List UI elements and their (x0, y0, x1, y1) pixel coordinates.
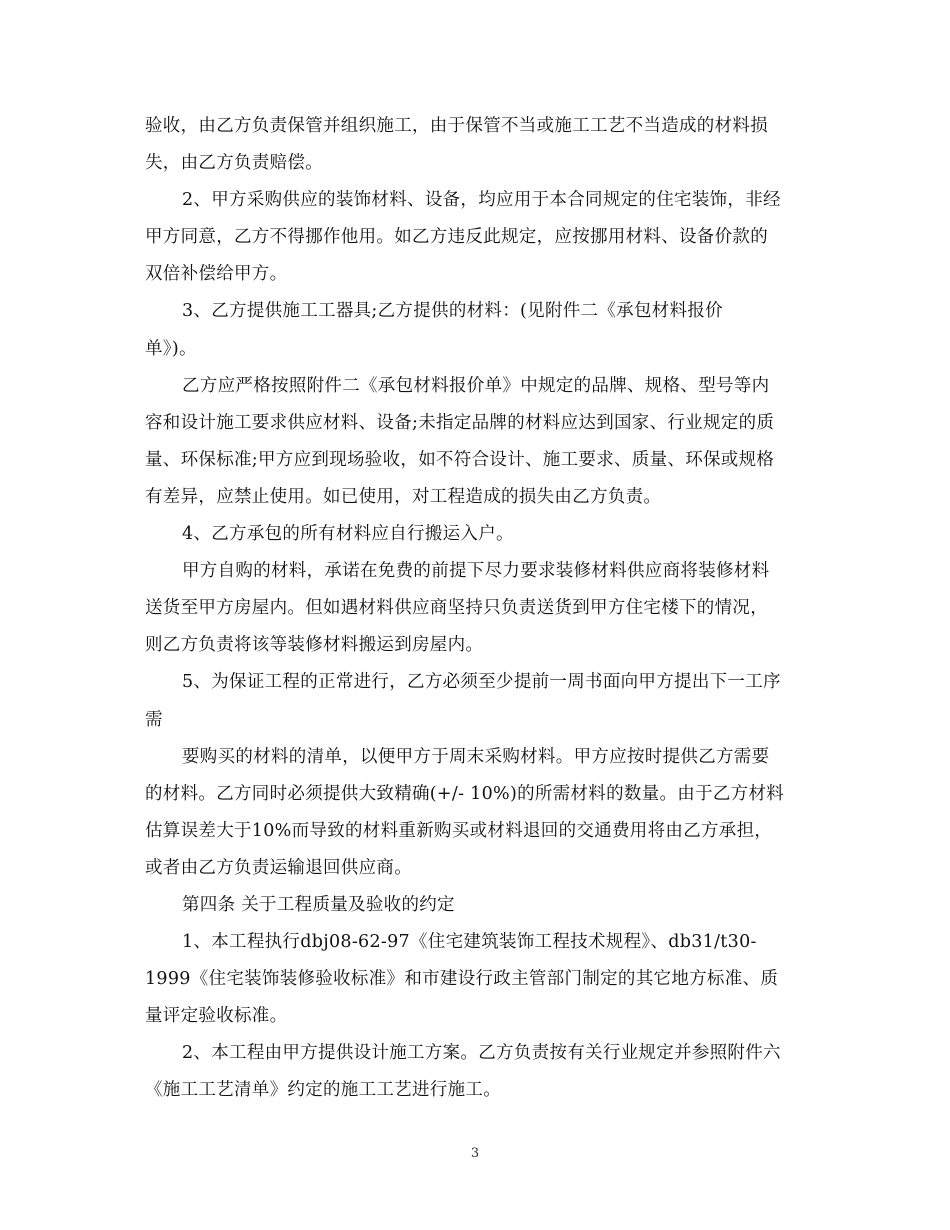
text-line: 5、为保证工程的正常进行，乙方必须至少提前一周书面向甲方提出下一工序 (182, 672, 781, 693)
document-body (145, 108, 825, 1110)
text-line: 2、甲方采购供应的装饰材料、设备，均应用于本合同规定的住宅装饰，非经 (182, 190, 781, 211)
text-line: 需 (145, 709, 163, 730)
text-line: 甲方自购的材料，承诺在免费的前提下尽力要求装修材料供应商将装修材料 (182, 561, 770, 582)
section-heading: 第四条 关于工程质量及验收的约定 (182, 894, 455, 915)
text-line: 或者由乙方负责运输退回供应商。 (145, 857, 412, 878)
text-line: 2、本工程由甲方提供设计施工方案。乙方负责按有关行业规定并参照附件六 (182, 1043, 781, 1064)
text-line: 验收，由乙方负责保管并组织施工，由于保管不当或施工工艺不当造成的材料损 (145, 116, 768, 136)
text-line: 甲方同意，乙方不得挪作他用。如乙方违反此规定，应按挪用材料、设备价款的 (145, 227, 768, 248)
text-line: 单》)。 (145, 338, 197, 359)
text-line: 量评定验收标准。 (145, 1006, 288, 1027)
text-line: 容和设计施工要求供应材料、设备;未指定品牌的材料应达到国家、行业规定的质 (145, 412, 775, 433)
text-line: 失，由乙方负责赔偿。 (145, 153, 323, 174)
text-line: 4、乙方承包的所有材料应自行搬运入户。 (182, 524, 514, 545)
text-line: 要购买的材料的清单，以便甲方于周末采购材料。甲方应按时提供乙方需要 (182, 746, 770, 767)
text-line: 估算误差大于10%而导致的材料重新购买或材料退回的交通费用将由乙方承担， (145, 820, 773, 841)
text-line: 乙方应严格按照附件二《承包材料报价单》中规定的品牌、规格、型号等内 (182, 375, 770, 396)
text-line: 有差异，应禁止使用。如已使用，对工程造成的损失由乙方负责。 (145, 486, 662, 507)
text-line: 送货至甲方房屋内。但如遇材料供应商坚持只负责送货到甲方住宅楼下的情况， (145, 598, 768, 619)
page-number: 3 (470, 1146, 480, 1161)
text-line: 双倍补偿给甲方。 (145, 264, 288, 285)
text-line: 《施工工艺清单》约定的施工工艺进行施工。 (145, 1080, 501, 1101)
text-line: 量、环保标准;甲方应到现场验收，如不符合设计、施工要求、质量、环保或规格 (145, 449, 775, 470)
text-line: 1999《住宅装饰装修验收标准》和市建设行政主管部门制定的其它地方标准、质 (145, 969, 779, 990)
text-line: 则乙方负责将该等装修材料搬运到房屋内。 (145, 635, 484, 656)
text-line: 1、本工程执行dbj08-62-97《住宅建筑装饰工程技术规程》、db31/t30- (182, 932, 757, 953)
text-line: 的材料。乙方同时必须提供大致精确(+/- 10%)的所需材料的数量。由于乙方材料 (145, 783, 785, 804)
text-line: 3、乙方提供施工工器具;乙方提供的材料：(见附件二《承包材料报价 (182, 301, 723, 322)
